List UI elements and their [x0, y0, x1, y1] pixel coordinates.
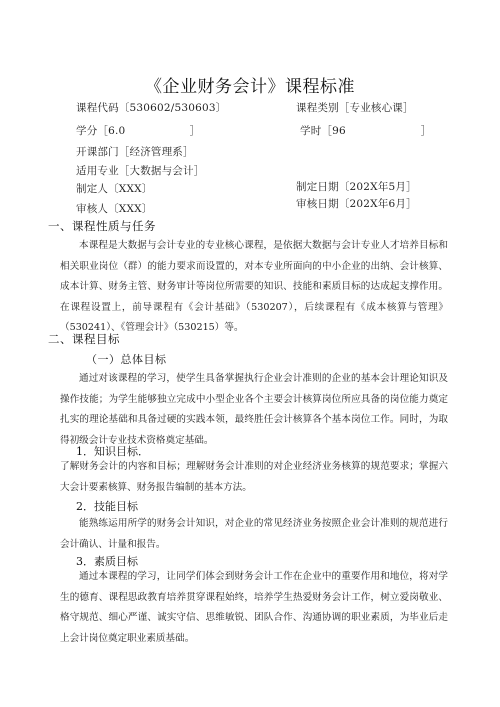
reviewer-field: [76, 202, 153, 216]
document-title: 《企业财务会计》课程标准: [145, 77, 355, 97]
section2-heading: 二、课程目标: [48, 332, 120, 346]
reviewer-value: 审核人〔XXX〕: [76, 203, 153, 215]
department-value: 开课部门［经济管理系］: [76, 146, 194, 158]
review-date-field: [296, 197, 417, 211]
hours-value: 学时［96 ］: [300, 125, 432, 137]
department-field: [76, 145, 194, 159]
skill-goal-paragraph: 能熟练运用所学的财务会计知识，对企业的常见经济业务按照企业会计准则的规范进行会计确认、计量和报告。: [60, 518, 448, 550]
section1-paragraph: 本课程是大数据与会计专业的专业核心课程，是依据大数据与会计专业人才培养目标和相关职业岗位（群）的能力要求而设置的，对本专业所面向的中小企业的出纳、会计核算、成本计算、财务主管、财务审计等岗位所需要的知识、技能和素质目标的达成起支撑作用。在课程设置上，前导课程有《会计基础》（530207），后续课程有《成本核算与管理》（530241）、《管理会计》（530215）等。: [60, 240, 448, 333]
quality-goal-heading: 3．素质目标: [76, 555, 138, 568]
course-code-value: 课程代码〔530602/530603〕: [76, 102, 227, 114]
made-date-field: [296, 180, 417, 194]
made-date-value: 制定日期〔202X年5月］: [296, 181, 417, 193]
knowledge-goal-heading: 1．知识目标．: [76, 445, 149, 458]
credits-value: 学分［6.0 ］: [76, 125, 201, 137]
overall-goal-paragraph: 通过对该课程的学习，使学生具备掌握执行企业会计准则的企业的基本会计理论知识及操作技能；为学生能够独立完成中小型企业各个主要会计核算岗位所应具备的岗位能力奠定扎实的理论基础和具备过硬的实践本领，最终胜任会计核算各个基本岗位工作。同时，为取得初级会计专业技术资格奠定基础。: [60, 373, 448, 446]
knowledge-goal-paragraph: 了解财务会计的内容和目标；理解财务会计准则的对企业经济业务核算的规范要求；掌握六大会计要素核算、财务报告编制的基本方法。: [60, 461, 448, 493]
section1-heading: 一、课程性质与任务: [48, 219, 156, 233]
review-date-value: 审核日期〔202X年6月］: [296, 198, 417, 210]
skill-goal-heading: 2．技能目标: [76, 500, 138, 513]
course-type-field: [296, 101, 414, 115]
course-code-field: [76, 101, 227, 115]
author-value: 制定人〔XXX〕: [76, 183, 153, 195]
course-type-value: 课程类别［专业核心课］: [296, 102, 414, 114]
credits-field: [76, 124, 200, 138]
overall-goal-heading: （一）总体目标: [86, 353, 167, 366]
author-field: [76, 182, 153, 196]
major-field: [76, 164, 204, 178]
hours-field: [300, 124, 431, 138]
quality-goal-paragraph: 通过本课程的学习，让同学们体会到财务会计工作在企业中的重要作用和地位，将对学生的德育、课程思政教育培养贯穿课程始终，培养学生热爱财务会计工作，树立爱岗敬业、格守规范、细心严谨、诚实守信、思维敏锐、团队合作、沟通协调的职业素质，为毕业后走上会计岗位奠定职业素质基础。: [60, 571, 448, 644]
major-value: 适用专业［大数据与会计］: [76, 165, 205, 177]
